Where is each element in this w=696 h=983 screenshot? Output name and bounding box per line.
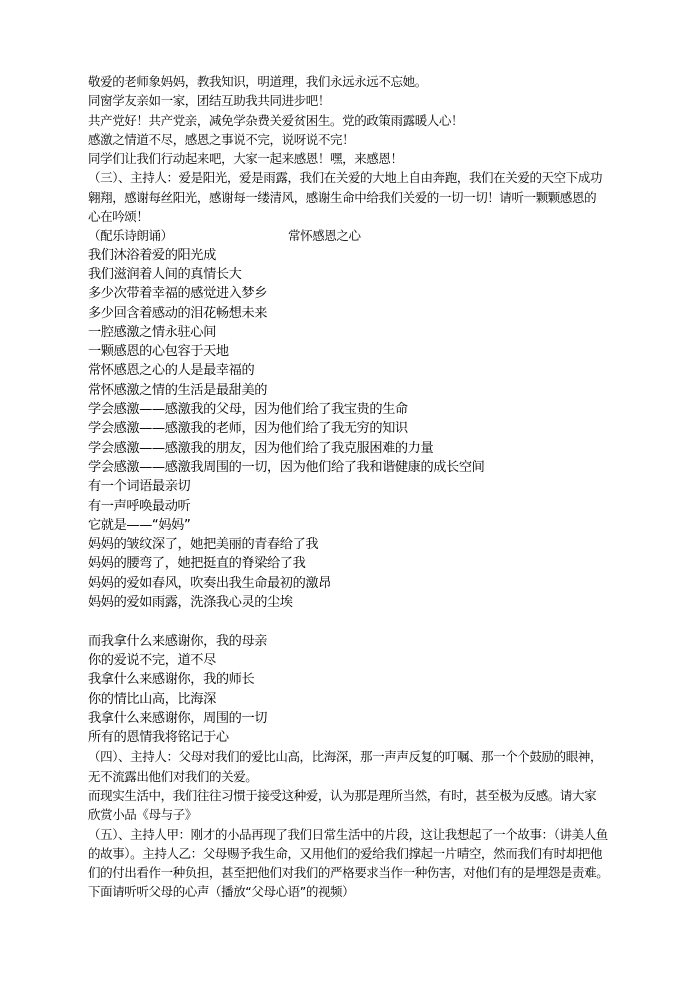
blank-line bbox=[88, 612, 628, 631]
poem-line: 有一声呼唤最动听 bbox=[88, 498, 191, 514]
poem-line: 常怀感恩之心的人是最幸福的 bbox=[88, 363, 255, 379]
poem-line: 我拿什么来感谢你，周围的一切 bbox=[88, 710, 268, 726]
document-body bbox=[88, 72, 628, 902]
poem-line: 常怀感激之情的生活是最甜美的 bbox=[88, 382, 268, 398]
poem-line: 多少回含着感动的泪花畅想未来 bbox=[88, 305, 268, 321]
poem-line: 所有的恩情我将铭记于心 bbox=[88, 730, 229, 746]
text-line: 心在吟颂！ bbox=[88, 209, 149, 225]
poem-line: 它就是——“妈妈” bbox=[88, 517, 191, 533]
poem-line: 多少次带着幸福的感觉进入梦乡 bbox=[88, 286, 268, 302]
poem-line: 我拿什么来感谢你，我的师长 bbox=[88, 672, 255, 688]
poem-line: 妈妈的爱如春风，吹奏出我生命最初的激昂 bbox=[88, 575, 331, 591]
poem-line: 你的爱说不完，道不尽 bbox=[88, 652, 216, 668]
poem-stanza-2 bbox=[88, 632, 628, 748]
text-line: 同学们让我们行动起来吧，大家一起来感恩！嘿，来感恩！ bbox=[88, 151, 403, 167]
text-line: 无不流露出他们对我们的关爱。 bbox=[88, 768, 258, 784]
text-line: 们的付出看作一种负担，甚至把他们对我们的严格要求当作一种伤害，对他们有的是埋怨是责难。 bbox=[88, 865, 609, 881]
text-line: 欣赏小品《母与子》 bbox=[88, 807, 197, 823]
poem-line: 一腔感激之情永驻心间 bbox=[88, 324, 216, 340]
section-three-host-line: （三）、主持人：爱是阳光，爱是雨露，我们在关爱的大地上自由奔跑，我们在关爱的天空下成功 bbox=[88, 170, 603, 186]
text-line: 同窗学友亲如一家，团结互助我共同进步吧！ bbox=[88, 93, 331, 109]
poem-line: 妈妈的腰弯了，她把挺直的脊梁给了我 bbox=[88, 556, 306, 572]
poem-line: 学会感激——感激我的父母，因为他们给了我宝贵的生命 bbox=[88, 402, 408, 418]
text-line: 下面请听听父母的心声（播放“父母心语”的视频） bbox=[88, 884, 355, 900]
poem-line: 学会感激——感激我的朋友，因为他们给了我克服困难的力量 bbox=[88, 440, 434, 456]
poem-line: 我们滋润着人间的真情长大 bbox=[88, 266, 242, 282]
poem-line: 学会感激——感激我周围的一切，因为他们给了我和谐健康的成长空间 bbox=[88, 459, 485, 475]
text-line: 敬爱的老师象妈妈，教我知识，明道理，我们永远永远不忘她。 bbox=[88, 74, 427, 89]
text-line: 感激之情道不尽，感恩之事说不完，说呀说不完！ bbox=[88, 131, 355, 147]
poem-line: 学会感激——感激我的老师，因为他们给了我无穷的知识 bbox=[88, 421, 408, 437]
text-line: 共产党好！共产党亲，减免学杂费关爱贫困生。党的政策雨露暖人心！ bbox=[88, 112, 464, 128]
section-four-host-line: （四）、主持人：父母对我们的爱比山高，比海深，那一声声反复的叮嘱、那一个个鼓励的眼神， bbox=[88, 749, 603, 765]
poem-line: 有一个词语最亲切 bbox=[88, 479, 191, 495]
text-line: 翱翔，感谢每丝阳光，感谢每一缕清风，感谢生命中给我们关爱的一切一切！请听一颗颗感恩的 bbox=[88, 189, 597, 205]
poem-header bbox=[88, 226, 628, 245]
poem-stanza-1 bbox=[88, 246, 628, 613]
poem-line: 而我拿什么来感谢你，我的母亲 bbox=[88, 633, 268, 649]
poem-label: （配乐诗朗诵） bbox=[88, 228, 173, 244]
text-line: 而现实生活中，我们往往习惯于接受这种爱，认为那是理所当然，有时，甚至极为反感。请大家 bbox=[88, 787, 597, 803]
poem-line: 我们沐浴着爱的阳光成 bbox=[88, 247, 216, 263]
poem-title: 常怀感恩之心 bbox=[288, 228, 361, 244]
poem-line: 妈妈的爱如雨露，洗涤我心灵的尘埃 bbox=[88, 595, 293, 611]
poem-line: 你的情比山高，比海深 bbox=[88, 691, 216, 707]
poem-line: 一颗感恩的心包容于天地 bbox=[88, 344, 229, 360]
text-line: 的故事）。主持人乙：父母赐予我生命，又用他们的爱给我们撑起一片晴空，然而我们有时却把他 bbox=[88, 845, 603, 861]
section-five-host-line: （五）、主持人甲：刚才的小品再现了我们日常生活中的片段，这让我想起了一个故事：（讲美人鱼 bbox=[88, 826, 608, 842]
poem-line: 妈妈的皱纹深了，她把美丽的青春给了我 bbox=[88, 537, 319, 553]
